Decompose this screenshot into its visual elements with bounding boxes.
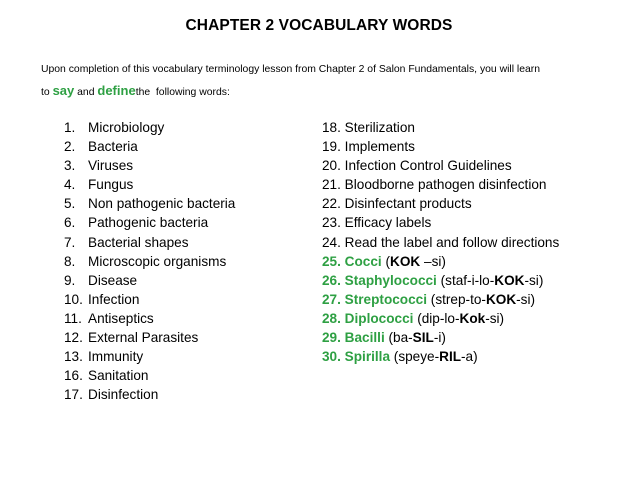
pronunciation-item: 28. Diplococci (dip-lo-Kok-si): [322, 310, 505, 326]
pronunciation-item: 25. Cocci (KOK –si): [322, 253, 446, 269]
intro-line-1: Upon completion of this vocabulary terminology lesson from Chapter 2 of Salon Fundamentals, you will learn: [41, 64, 541, 75]
list-item: 20. Infection Control Guidelines: [322, 158, 512, 174]
list-item: 22. Disinfectant products: [322, 196, 472, 212]
list-item: 16. Sanitation: [64, 368, 149, 384]
list-item: 17. Disinfection: [64, 387, 159, 403]
stressed-syllable: KOK: [485, 291, 517, 307]
intro-and: and: [77, 87, 95, 98]
list-item: 8. Microscopic organisms: [64, 253, 227, 269]
list-item: 9. Disease: [64, 272, 138, 288]
list-item: 1. Microbiology: [64, 120, 165, 135]
page-title: CHAPTER 2 VOCABULARY WORDS: [185, 17, 453, 34]
list-item: 2. Bacteria: [64, 139, 138, 155]
define-emphasis: define: [97, 83, 136, 98]
list-item: 23. Efficacy labels: [322, 215, 432, 231]
stressed-syllable: RIL: [439, 349, 462, 365]
intro-line-2: [41, 80, 621, 103]
vocab-list-left: [64, 118, 235, 404]
list-item: 18. Sterilization: [322, 120, 415, 135]
list-item: 13. Immunity: [64, 349, 144, 365]
green-term: 26. Staphylococci: [322, 272, 437, 288]
list-item: 7. Bacterial shapes: [64, 234, 189, 250]
pronunciation-item: 30. Spirilla (speye-RIL-a): [322, 349, 478, 365]
green-term: 29. Bacilli: [322, 330, 385, 346]
list-item: 21. Bloodborne pathogen disinfection: [322, 177, 547, 193]
pronunciation-item: 27. Streptococci (strep-to-KOK-si): [322, 291, 536, 307]
intro-to: to: [41, 87, 50, 98]
say-emphasis: say: [52, 83, 75, 98]
list-item: 24. Read the label and follow directions: [322, 234, 560, 250]
list-item: 4. Fungus: [64, 177, 134, 193]
vocab-list-right: [322, 118, 559, 366]
green-term: 30. Spirilla: [322, 349, 391, 365]
stressed-syllable: KOK: [390, 253, 421, 269]
list-item: 12. External Parasites: [64, 330, 199, 346]
green-term: 25. Cocci: [322, 253, 382, 269]
pronunciation-item: 26. Staphylococci (staf-i-lo-KOK-si): [322, 272, 544, 288]
intro-text: [41, 59, 621, 103]
stressed-syllable: SIL: [412, 330, 434, 346]
list-item: 11. Antiseptics: [64, 310, 154, 326]
stressed-syllable: KOK: [494, 272, 525, 288]
pronunciation-item: 29. Bacilli (ba-SIL-i): [322, 330, 446, 346]
stressed-syllable: Kok: [459, 310, 486, 326]
list-item: 19. Implements: [322, 139, 415, 155]
list-item: 3. Viruses: [64, 158, 134, 174]
list-item: 6. Pathogenic bacteria: [64, 215, 209, 231]
list-item: 10. Infection: [64, 291, 140, 307]
green-term: 27. Streptococci: [322, 291, 428, 307]
list-item: 5. Non pathogenic bacteria: [64, 196, 236, 212]
green-term: 28. Diplococci: [322, 310, 414, 326]
intro-rest: the following words:: [135, 87, 230, 98]
